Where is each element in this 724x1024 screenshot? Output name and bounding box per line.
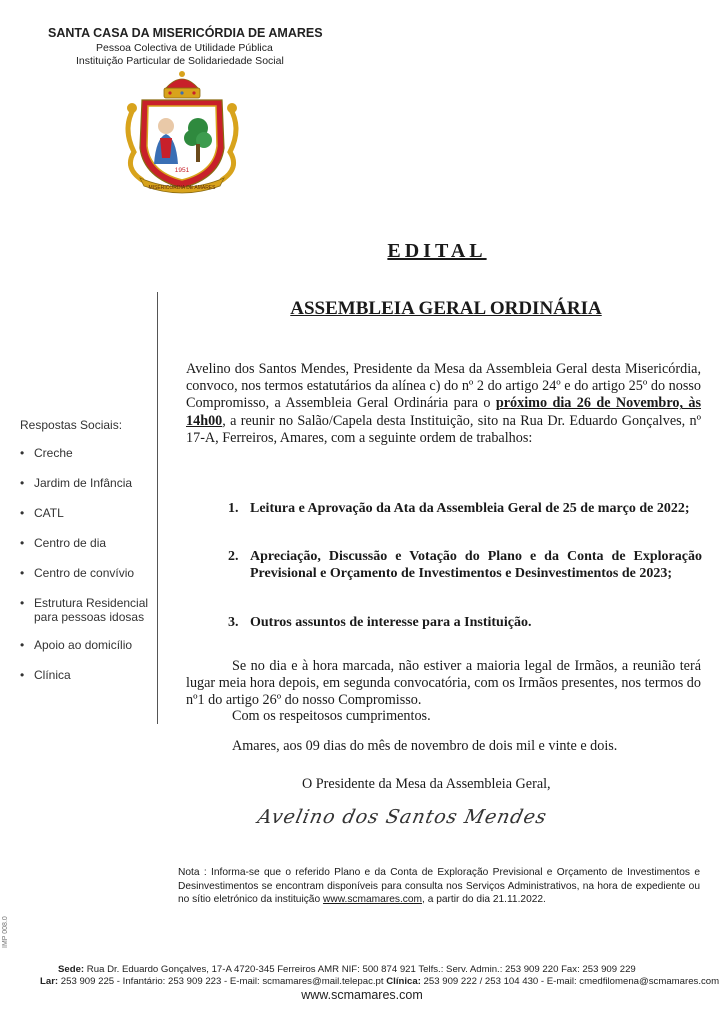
- clinica-text: 253 909 222 / 253 104 430 - E-mail: cmedfilomena@scmamares.com: [420, 976, 720, 987]
- sidebar-item: • CATL: [20, 506, 164, 520]
- agenda-number: 1.: [228, 501, 239, 516]
- agenda-text: Outros assuntos de interesse para a Instituição.: [250, 615, 532, 630]
- sidebar-title: Respostas Sociais:: [20, 418, 123, 432]
- sidebar-item: • Clínica: [20, 668, 164, 682]
- meeting-date: próximo dia 26 de Novembro, às 14h00: [186, 395, 701, 429]
- place-date-line: Amares, aos 09 dias do mês de novembro de dois mil e vinte e dois.: [232, 738, 618, 754]
- sidebar-list: [20, 446, 164, 682]
- agenda-item: [228, 614, 702, 631]
- clinica-label: Clínica:: [386, 976, 421, 987]
- sidebar-item: • Creche: [20, 446, 164, 460]
- agenda-text: Leitura e Aprovação da Ata da Assembleia Geral de 25 de março de 2022;: [250, 501, 690, 516]
- note-text: Nota : Informa-se que o referido Plano e da Conta de Exploração Previsional e Orçamento de Investimentos e Desinvestimentos se encontram disponíveis para consulta nos Serviços Administrativos, na hora de expediente ou no sítio eletrónico da instituição: [178, 867, 700, 906]
- logo-year: 1951: [174, 167, 190, 174]
- intro-text-continued: , a reunir no Salão/Capela desta Instituição, sito na Rua Dr. Eduardo Gonçalves, nº 17-A, Ferreiros, Amares, com a seguinte ordem de trabalhos:: [186, 412, 701, 446]
- lar-label: Lar:: [40, 976, 59, 987]
- logo-ring-text: MISERICÓRDIA DE AMARES: [148, 185, 216, 191]
- institution-logo: [120, 68, 244, 194]
- closing-paragraph: Se no dia e à hora marcada, não estiver a maioria legal de Irmãos, a reunião terá lugar meia hora depois, em segunda convocatória, com os Irmãos presentes, nos termos do nº1 do artigo 26º do nosso Compromisso.: [186, 658, 701, 709]
- footer-lar-line: [40, 976, 719, 987]
- sidebar-item: • Centro de convívio: [20, 566, 164, 580]
- agenda-number: 2.: [228, 549, 239, 564]
- sidebar-item: • Centro de dia: [20, 536, 164, 550]
- agenda-number: 3.: [228, 615, 239, 630]
- regards-line: Com os respeitosos cumprimentos.: [232, 708, 431, 724]
- convocation-paragraph: [186, 361, 701, 447]
- social-responses-sidebar: [20, 418, 164, 698]
- note-paragraph: [178, 866, 700, 907]
- sidebar-item: • Jardim de Infância: [20, 476, 164, 490]
- agenda-item: [228, 548, 702, 582]
- agenda-text: Apreciação, Discussão e Votação do Plano e da Conta de Exploração Previsional e Orçamento de Investimentos e Desinvestimentos de 2023;: [250, 549, 702, 581]
- signatory-line: O Presidente da Mesa da Assembleia Geral,: [302, 776, 551, 792]
- agenda-item: [228, 500, 702, 517]
- institution-subtitle-2: Instituição Particular de Solidariedade Social: [76, 55, 284, 67]
- note-website-link[interactable]: www.scmamares.com: [322, 894, 423, 906]
- footer-sede-line: [58, 964, 636, 975]
- note-text-end: , a partir do dia 21.11.2022.: [422, 894, 546, 906]
- crown-icon: [164, 71, 200, 98]
- sede-label: Sede:: [58, 964, 85, 975]
- handwritten-signature: Avelino dos Santos Mendes: [255, 806, 550, 828]
- intro-text: Avelino dos Santos Mendes, Presidente da Mesa da Assembleia Geral desta Misericórdia, convoco, nos termos estatutários da alínea c) do nº 2 do artigo 24º e do artigo 25º do nosso Compromisso, a Assembleia Geral Ordinária para o: [186, 361, 701, 412]
- sede-text: Rua Dr. Eduardo Gonçalves, 17-A 4720-345 Ferreiros AMR NIF: 500 874 921 Telfs.: Serv. Admin.: 253 909 220 Fax: 253 909 229: [84, 964, 636, 975]
- sidebar-item: • Apoio ao domicílio: [20, 638, 164, 652]
- document-subtitle: ASSEMBLEIA GERAL ORDINÁRIA: [290, 298, 602, 319]
- form-code: IMP 008.0: [2, 916, 9, 948]
- lar-text: 253 909 225 - Infantário: 253 909 223 - E-mail: scmamares@mail.telepac.pt: [58, 976, 387, 987]
- sidebar-item: • Estrutura Residencial para pessoas idosas: [20, 596, 164, 624]
- institution-name: SANTA CASA DA MISERICÓRDIA DE AMARES: [48, 26, 323, 40]
- institution-subtitle-1: Pessoa Colectiva de Utilidade Pública: [96, 42, 273, 54]
- document-title: EDITAL: [387, 240, 487, 262]
- footer-website[interactable]: www.scmamares.com: [301, 988, 423, 1002]
